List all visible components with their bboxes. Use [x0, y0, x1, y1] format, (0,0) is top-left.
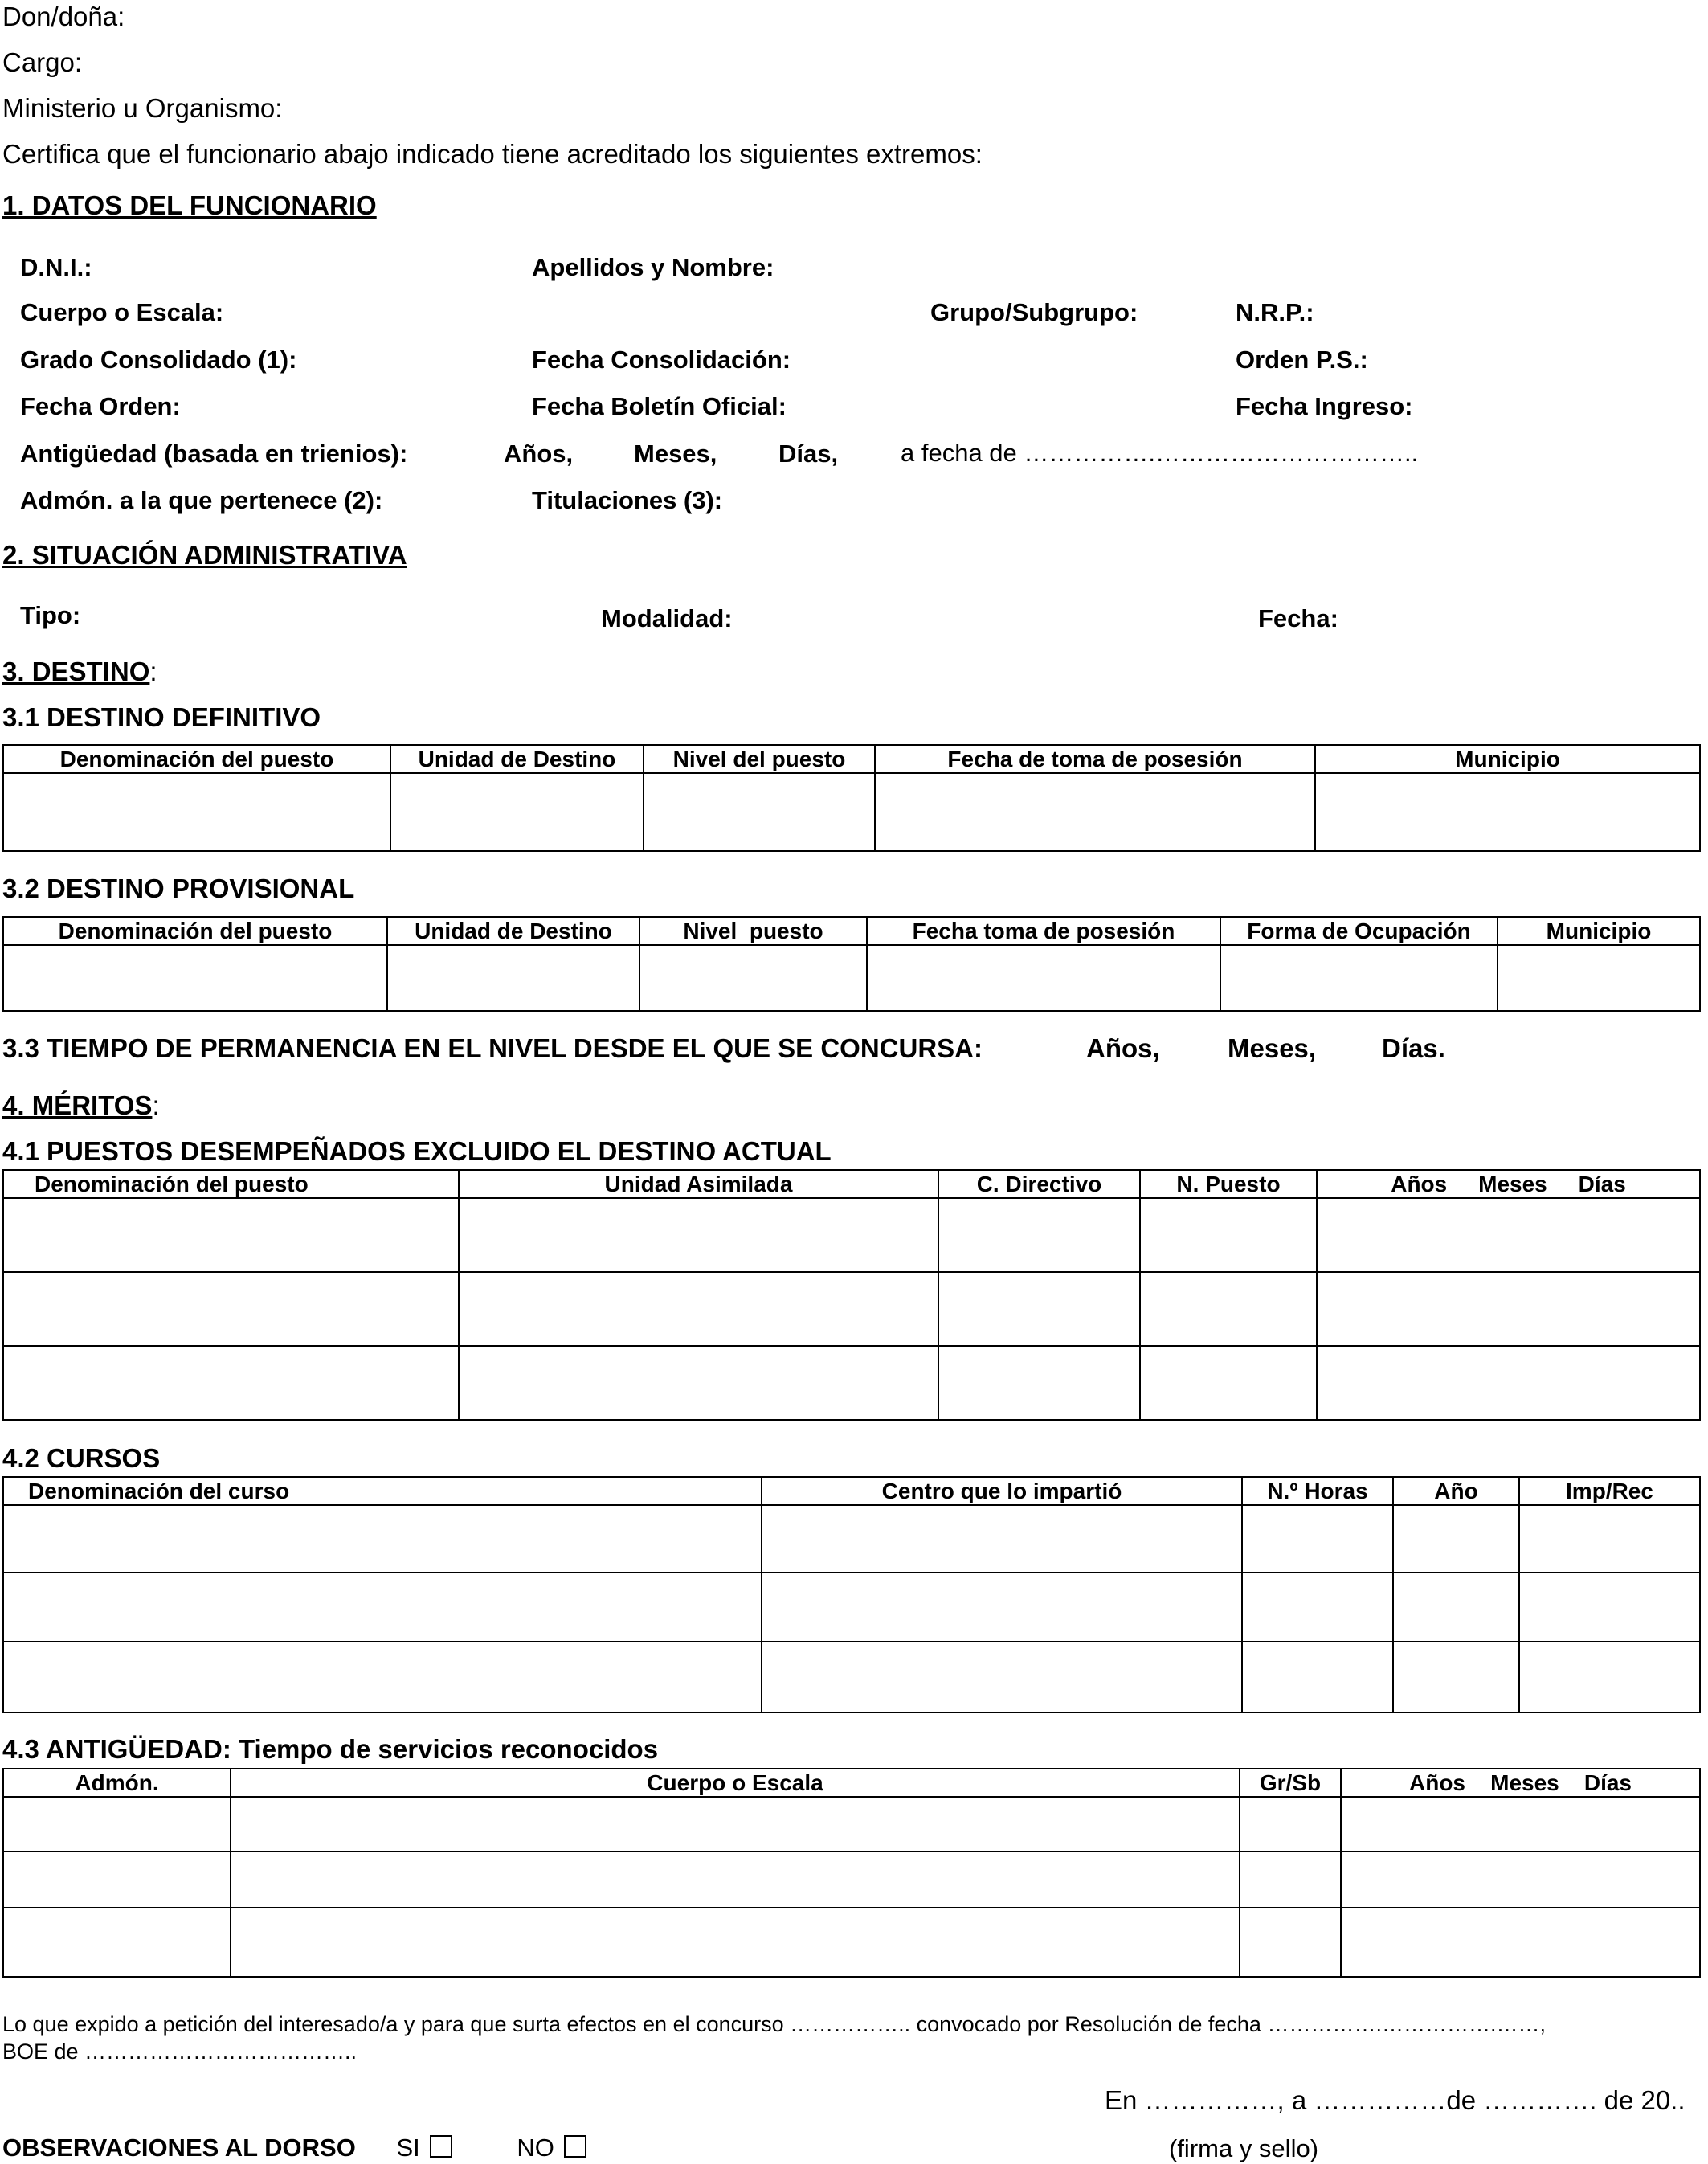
table-cell[interactable]: [3, 1797, 231, 1851]
table-header-row: [3, 917, 1700, 945]
column-header: C. Directivo: [938, 1170, 1140, 1198]
table-row: [3, 1198, 1700, 1272]
grado-label: Grado Consolidado (1):: [20, 346, 297, 374]
antiguedad-servicios-title: 4.3 ANTIGÜEDAD: Tiempo de servicios reconocidos: [2, 1734, 659, 1764]
fecha-consolidacion-label: Fecha Consolidación:: [532, 346, 791, 374]
table-cell[interactable]: [1242, 1642, 1393, 1712]
table-row: [3, 1797, 1700, 1851]
cursos-table: [2, 1476, 1701, 1713]
table-cell[interactable]: [1393, 1573, 1519, 1642]
table-cell[interactable]: [1317, 1272, 1700, 1346]
table-cell[interactable]: [762, 1573, 1242, 1642]
column-header: Municipio: [1498, 917, 1700, 945]
destino-definitivo-title: 3.1 DESTINO DEFINITIVO: [2, 702, 321, 732]
permanencia-dias: Días.: [1382, 1033, 1445, 1063]
table-row: [3, 1272, 1700, 1346]
section-1-title: 1. DATOS DEL FUNCIONARIO: [2, 190, 377, 220]
table-cell[interactable]: [231, 1851, 1240, 1908]
table-cell[interactable]: [3, 1573, 762, 1642]
column-header: Imp/Rec: [1519, 1477, 1700, 1505]
table-header-row: [3, 1769, 1700, 1797]
table-cell[interactable]: [867, 945, 1220, 1011]
column-header: Denominación del puesto: [3, 1170, 459, 1198]
cursos-title: 4.2 CURSOS: [2, 1443, 161, 1473]
table-cell[interactable]: [459, 1272, 938, 1346]
column-header: Denominación del puesto: [3, 745, 390, 773]
table-cell[interactable]: [1341, 1797, 1700, 1851]
column-header: Unidad de Destino: [387, 917, 639, 945]
observaciones-label: OBSERVACIONES AL DORSO: [2, 2133, 356, 2162]
table-cell[interactable]: [3, 1272, 459, 1346]
fecha-situacion-label: Fecha:: [1258, 604, 1338, 632]
grupo-label: Grupo/Subgrupo:: [930, 298, 1138, 326]
column-header: Gr/Sb: [1240, 1769, 1341, 1797]
section-2-title: 2. SITUACIÓN ADMINISTRATIVA: [2, 540, 407, 570]
table-cell[interactable]: [1317, 1346, 1700, 1420]
table-cell[interactable]: [1341, 1908, 1700, 1977]
no-label: NO: [517, 2133, 554, 2162]
permanencia-title: 3.3 TIEMPO DE PERMANENCIA EN EL NIVEL DESDE EL QUE SE CONCURSA:: [2, 1033, 983, 1063]
no-checkbox[interactable]: [564, 2135, 586, 2158]
nrp-label: N.R.P.:: [1236, 298, 1314, 326]
table-cell[interactable]: [1393, 1505, 1519, 1573]
section-4-title: [2, 1090, 160, 1121]
table-cell[interactable]: [3, 1851, 231, 1908]
firma-label: (firma y sello): [1169, 2134, 1319, 2162]
table-cell[interactable]: [459, 1198, 938, 1272]
table-row: [3, 773, 1700, 851]
table-cell[interactable]: [3, 945, 387, 1011]
fecha-boletin-label: Fecha Boletín Oficial:: [532, 392, 787, 420]
en-fecha-line: En ……………, a ……………de …………. de 20..: [1105, 2085, 1686, 2115]
section-3-title-text: 3. DESTINO: [2, 657, 150, 686]
table-cell[interactable]: [762, 1505, 1242, 1573]
table-cell[interactable]: [1341, 1851, 1700, 1908]
table-cell[interactable]: [3, 1346, 459, 1420]
observaciones-row: [2, 2133, 586, 2162]
table-cell[interactable]: [3, 773, 390, 851]
table-cell[interactable]: [938, 1198, 1140, 1272]
table-cell[interactable]: [1317, 1198, 1700, 1272]
apellidos-label: Apellidos y Nombre:: [532, 253, 774, 281]
expido-line-1: Lo que expido a petición del interesado/a y para que surta efectos en el concurso …………….. convocado por Resolución de fecha …………….…………….……,: [2, 2012, 1546, 2036]
table-cell[interactable]: [1393, 1642, 1519, 1712]
table-cell[interactable]: [231, 1797, 1240, 1851]
puestos-table: [2, 1169, 1701, 1421]
table-cell[interactable]: [1240, 1908, 1341, 1977]
column-header: Nivel puesto: [639, 917, 867, 945]
table-cell[interactable]: [1519, 1573, 1700, 1642]
table-cell[interactable]: [1240, 1851, 1341, 1908]
destino-provisional-table: [2, 916, 1701, 1012]
fecha-ingreso-label: Fecha Ingreso:: [1236, 392, 1413, 420]
column-header: Forma de Ocupación: [1220, 917, 1498, 945]
orden-ps-label: Orden P.S.:: [1236, 346, 1368, 374]
table-header-row: [3, 1477, 1700, 1505]
table-cell[interactable]: [1498, 945, 1700, 1011]
table-cell[interactable]: [1220, 945, 1498, 1011]
ministerio-label: Ministerio u Organismo:: [2, 93, 283, 123]
dni-label: D.N.I.:: [20, 253, 92, 281]
table-header-row: [3, 745, 1700, 773]
destino-provisional-title: 3.2 DESTINO PROVISIONAL: [2, 873, 355, 903]
column-header: Denominación del puesto: [3, 917, 387, 945]
cuerpo-label: Cuerpo o Escala:: [20, 298, 224, 326]
column-header: Admón.: [3, 1769, 231, 1797]
si-checkbox[interactable]: [430, 2135, 452, 2158]
column-header: N. Puesto: [1140, 1170, 1317, 1198]
antiguedad-table: [2, 1768, 1701, 1978]
si-label: SI: [396, 2133, 420, 2162]
tipo-label: Tipo:: [20, 601, 81, 629]
table-cell[interactable]: [1519, 1505, 1700, 1573]
admon-label: Admón. a la que pertenece (2):: [20, 486, 383, 514]
table-cell[interactable]: [644, 773, 875, 851]
destino-definitivo-table: [2, 744, 1701, 852]
table-cell[interactable]: [390, 773, 644, 851]
table-cell[interactable]: [459, 1346, 938, 1420]
table-row: [3, 945, 1700, 1011]
fecha-orden-label: Fecha Orden:: [20, 392, 181, 420]
permanencia-anos: Años,: [1086, 1033, 1160, 1063]
titulaciones-label: Titulaciones (3):: [532, 486, 723, 514]
table-cell[interactable]: [875, 773, 1315, 851]
table-cell[interactable]: [938, 1272, 1140, 1346]
antiguedad-dias: Días,: [778, 440, 839, 468]
table-cell[interactable]: [1242, 1505, 1393, 1573]
table-row: [3, 1346, 1700, 1420]
table-cell[interactable]: [3, 1198, 459, 1272]
table-cell[interactable]: [1315, 773, 1700, 851]
antiguedad-label: Antigüedad (basada en trienios):: [20, 440, 408, 468]
cargo-label: Cargo:: [2, 47, 83, 77]
table-cell[interactable]: [1242, 1573, 1393, 1642]
table-cell[interactable]: [231, 1908, 1240, 1977]
section-4-title-text: 4. MÉRITOS: [2, 1090, 153, 1120]
table-cell[interactable]: [762, 1642, 1242, 1712]
table-cell[interactable]: [639, 945, 867, 1011]
permanencia-meses: Meses,: [1228, 1033, 1317, 1063]
table-cell[interactable]: [1519, 1642, 1700, 1712]
table-cell[interactable]: [3, 1908, 231, 1977]
table-cell[interactable]: [1240, 1797, 1341, 1851]
table-row: [3, 1908, 1700, 1977]
column-header: Centro que lo impartió: [762, 1477, 1242, 1505]
column-header: Unidad Asimilada: [459, 1170, 938, 1198]
column-header: Nivel del puesto: [644, 745, 875, 773]
table-cell[interactable]: [3, 1642, 762, 1712]
table-row: [3, 1642, 1700, 1712]
column-header: Años Meses Días: [1317, 1170, 1700, 1198]
table-row: [3, 1573, 1700, 1642]
certifica-text: Certifica que el funcionario abajo indicado tiene acreditado los siguientes extremos:: [2, 139, 983, 169]
puestos-desempenados-title: 4.1 PUESTOS DESEMPEÑADOS EXCLUIDO EL DESTINO ACTUAL: [2, 1136, 832, 1166]
column-header: Fecha toma de posesión: [867, 917, 1220, 945]
section-4-colon: :: [152, 1090, 160, 1120]
table-cell[interactable]: [3, 1505, 762, 1573]
column-header: Municipio: [1315, 745, 1700, 773]
table-cell[interactable]: [1140, 1272, 1317, 1346]
column-header: Cuerpo o Escala: [231, 1769, 1240, 1797]
table-cell[interactable]: [938, 1346, 1140, 1420]
modalidad-label: Modalidad:: [601, 604, 733, 632]
table-header-row: [3, 1170, 1700, 1198]
don-label: Don/doña:: [2, 2, 125, 31]
column-header: Denominación del curso: [3, 1477, 762, 1505]
table-cell[interactable]: [1140, 1198, 1317, 1272]
table-cell[interactable]: [1140, 1346, 1317, 1420]
column-header: Fecha de toma de posesión: [875, 745, 1315, 773]
antiguedad-anos: Años,: [504, 440, 574, 468]
expido-text: [2, 2011, 1696, 2065]
column-header: Años Meses Días: [1341, 1769, 1700, 1797]
column-header: N.º Horas: [1242, 1477, 1393, 1505]
column-header: Unidad de Destino: [390, 745, 644, 773]
section-3-title: [2, 657, 157, 687]
table-cell[interactable]: [387, 945, 639, 1011]
expido-line-2: BOE de ………………………………..: [2, 2039, 358, 2064]
table-row: [3, 1505, 1700, 1573]
a-fecha-de: a fecha de …………….…………………………..: [901, 439, 1419, 467]
section-3-colon: :: [149, 657, 157, 686]
column-header: Año: [1393, 1477, 1519, 1505]
antiguedad-meses: Meses,: [634, 440, 717, 468]
table-row: [3, 1851, 1700, 1908]
